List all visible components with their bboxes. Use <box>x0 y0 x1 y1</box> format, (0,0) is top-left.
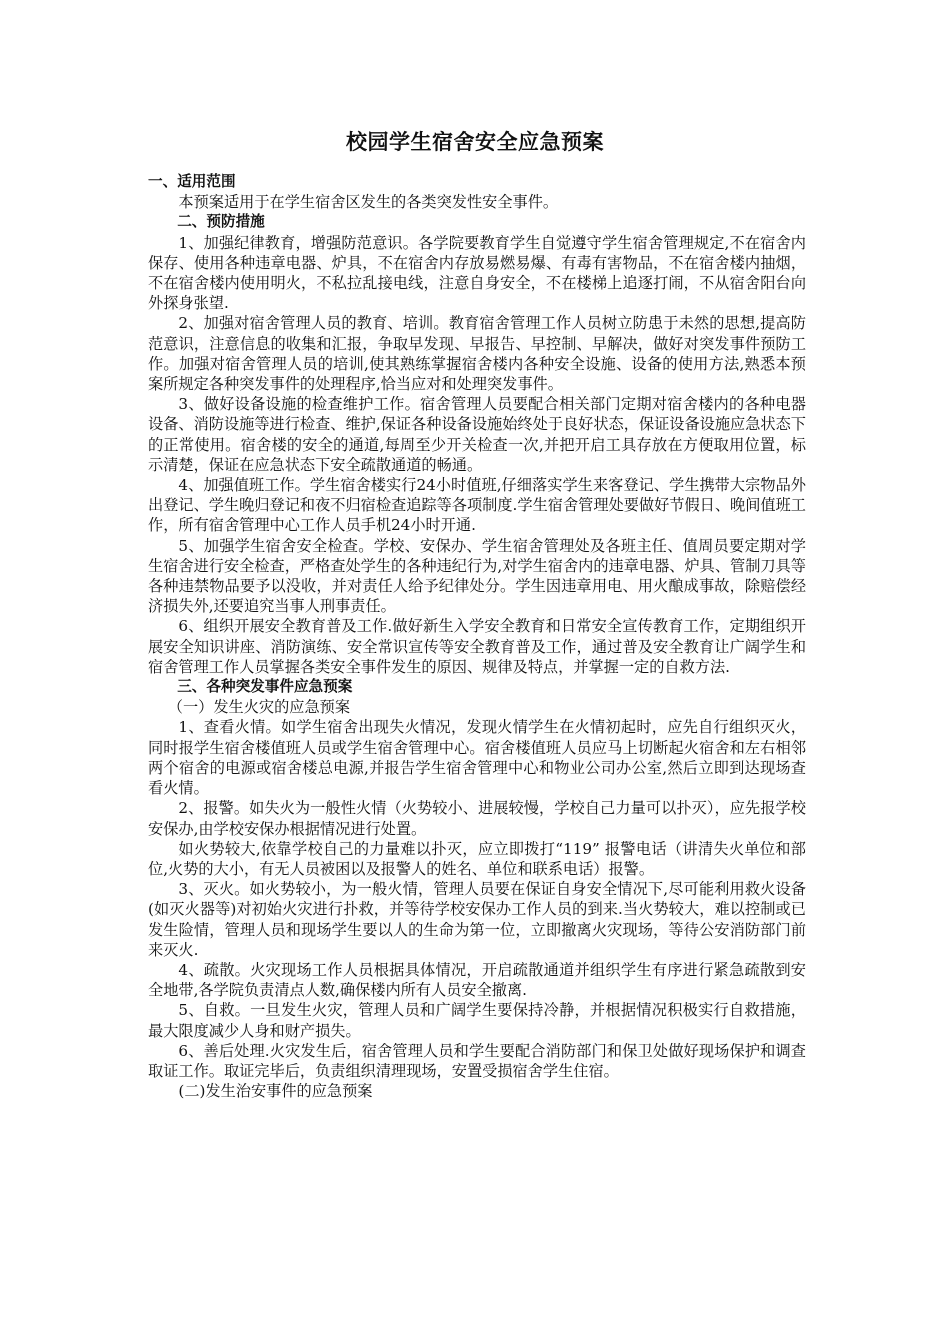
section-heading-emergency: 三、各种突发事件应急预案 <box>177 678 353 696</box>
subsection-heading-security: (二)发生治安事件的应急预案 <box>178 1082 373 1101</box>
paragraph-fire-2: 2、报警。如失火为一般性火情（火势较小、进展较慢，学校自己力量可以扑灭），应先报学校安保办,由学校安保办根据情况进行处置。 <box>148 799 806 838</box>
paragraph-fire-3: 3、灭火。如火势较小，为一般火情，管理人员要在保证自身安全情况下,尽可能利用救火设备(如灭火器等)对初始火灾进行扑救，并等待学校安保办工作人员的到来.当火势较大，难以控制或已发生险情，管理人员和现场学生要以人的生命为第一位，立即撤离火灾现场，等待公安消防部门前来灭火. <box>148 880 806 959</box>
paragraph-prevention-1: 1、加强纪律教育，增强防范意识。各学院要教育学生自觉遵守学生宿舍管理规定,不在宿舍内保存、使用各种违章电器、炉具，不在宿舍内存放易燃易爆、有毒有害物品，不在宿舍楼内抽烟，不在宿舍楼内使用明火，不私拉乱接电线，注意自身安全，不在楼梯上追逐打闹，不从宿舍阳台向外探身张望. <box>148 233 806 313</box>
paragraph-fire-4: 4、疏散。火灾现场工作人员根据具体情况，开启疏散通道并组织学生有序进行紧急疏散到安全地带,各学院负责清点人数,确保楼内所有人员安全撤离. <box>148 960 806 1000</box>
section-heading-scope: 一、适用范围 <box>148 173 236 190</box>
paragraph-fire-2b: 如火势较大,依靠学校自己的力量难以扑灭，应立即拨打“119” 报警电话（讲清失火单位和部位,火势的大小，有无人员被困以及报警人的姓名、单位和联系电话）报警。 <box>148 839 806 878</box>
paragraph-scope: 本预案适用于在学生宿舍区发生的各类突发性安全事件。 <box>178 193 559 212</box>
paragraph-fire-6: 6、善后处理.火灾发生后，宿舍管理人员和学生要配合消防部门和保卫处做好现场保护和调查取证工作。取证完毕后，负责组织清理现场，安置受损宿舍学生住宿。 <box>148 1041 806 1080</box>
section-heading-prevention: 二、预防措施 <box>177 213 265 231</box>
paragraph-prevention-5: 5、加强学生宿舍安全检查。学校、安保办、学生宿舍管理处及各班主任、值周员要定期对学生宿舍进行安全检查，严格查处学生的各种违纪行为,对学生宿舍内的违章电器、炉具、管制刀具等各种违禁物品要予以没收，并对责任人给予纪律处分。学生因违章用电、用火酿成事故，除赔偿经济损失外,还要追究当事人刑事责任。 <box>148 536 806 616</box>
paragraph-prevention-4: 4、加强值班工作。学生宿舍楼实行24小时值班,仔细落实学生来客登记、学生携带大宗物品外出登记、学生晚归登记和夜不归宿检查追踪等各项制度.学生宿舍管理处要做好节假日、晚间值班工作，所有宿舍管理中心工作人员手机24小时开通. <box>148 476 806 535</box>
paragraph-prevention-6: 6、组织开展安全教育普及工作.做好新生入学安全教育和日常安全宣传教育工作，定期组织开展安全知识讲座、消防演练、安全常识宣传等安全教育普及工作，通过普及安全教育让广阔学生和宿舍管理工作人员掌握各类安全事件发生的原因、规律及特点，并掌握一定的自救方法. <box>148 617 806 676</box>
subsection-heading-fire: （一）发生火灾的应急预案 <box>167 698 350 717</box>
paragraph-fire-1: 1、查看火情。如学生宿舍出现失火情况，发现火情学生在火情初起时，应先自行组织灭火，同时报学生宿舍楼值班人员或学生宿舍管理中心。宿舍楼值班人员应马上切断起火宿舍和左右相邻两个宿舍的电源或宿舍楼总电源,并报告学生宿舍管理中心和物业公司办公室,然后立即到达现场查看火情。 <box>148 718 806 798</box>
document-title: 校园学生宿舍安全应急预案 <box>346 130 604 154</box>
paragraph-fire-5: 5、自救。一旦发生火灾，管理人员和广阔学生要保持冷静，并根据情况积极实行自救措施，最大限度减少人身和财产损失。 <box>148 1001 806 1040</box>
paragraph-prevention-3: 3、做好设备设施的检查维护工作。宿舍管理人员要配合相关部门定期对宿舍楼内的各种电器设备、消防设施等进行检查、维护,保证各种设备设施始终处于良好状态，保证设备设施应急状态下的正常使用。宿舍楼的安全的通道,每周至少开关检查一次,并把开启工具存放在方便取用位置，标示清楚，保证在应急状态下安全疏散通道的畅通。 <box>148 395 806 474</box>
document-body <box>148 172 806 1101</box>
paragraph-prevention-2: 2、加强对宿舍管理人员的教育、培训。教育宿舍管理工作人员树立防患于未然的思想,提高防范意识，注意信息的收集和汇报，争取早发现、早报告、早控制、早解决，做好对突发事件预防工作。加强对宿舍管理人员的培训,使其熟练掌握宿舍楼内各种安全设施、设备的使用方法,熟悉本预案所规定各种突发事件的处理程序,恰当应对和处理突发事件。 <box>148 314 806 394</box>
